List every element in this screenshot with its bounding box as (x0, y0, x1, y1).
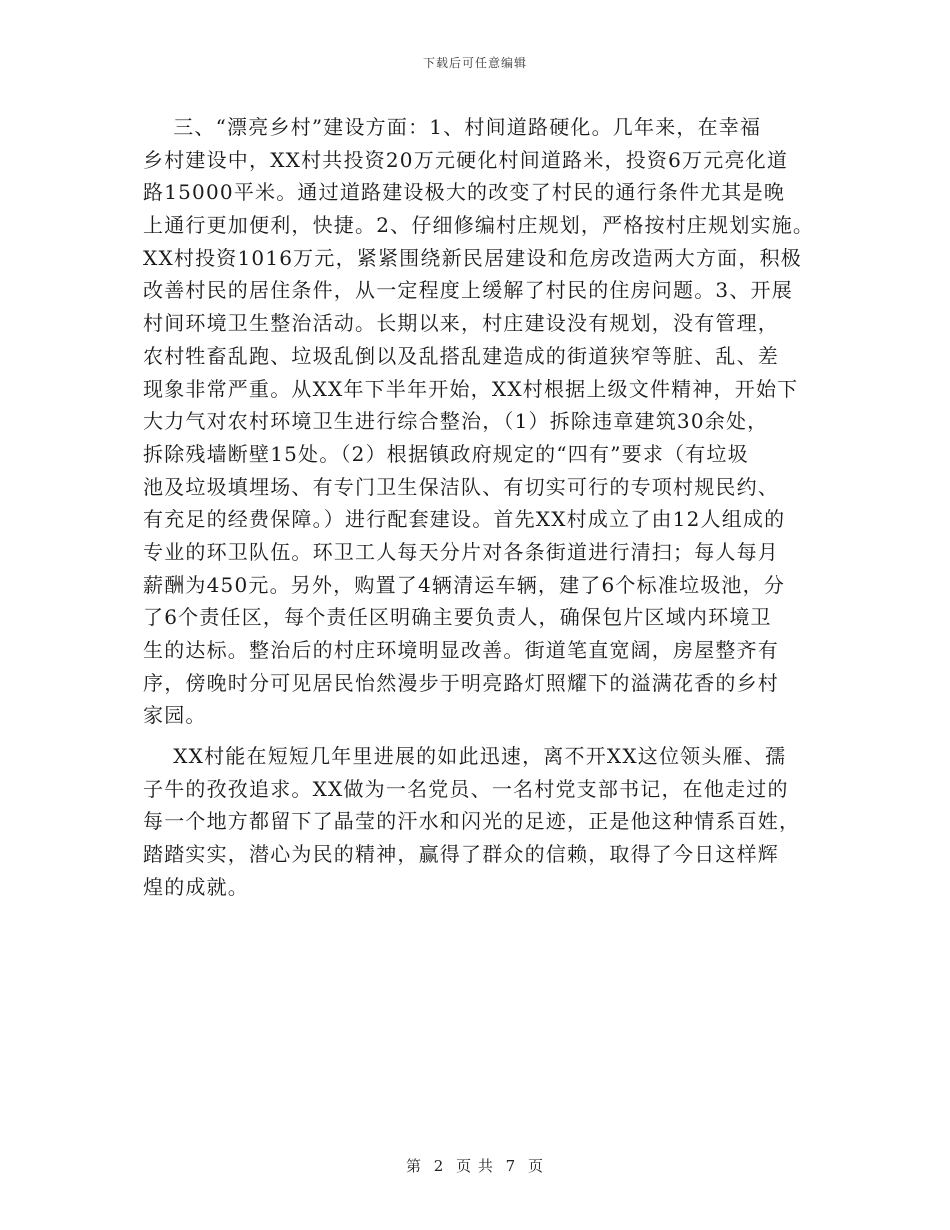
text-line: 路15000平米。通过道路建设极大的改变了村民的通行条件尤其是晚 (143, 180, 786, 205)
document-body (143, 111, 815, 904)
text-line: 薪酬为450元。另外，购置了4辆清运车辆，建了6个标准垃圾池，分 (143, 572, 786, 597)
text-line: 池及垃圾填埋场、有专门卫生保洁队、有切实可行的专项村规民约、 (143, 474, 779, 499)
text-line: 有充足的经费保障。）进行配套建设。首先XX村成立了由12人组成的 (143, 507, 786, 532)
text-line: 家园。 (143, 703, 207, 728)
text-line: 子牛的孜孜追求。XX做为一名党员、一名村党支部书记，在他走过的 (143, 776, 789, 801)
text-line: 拆除残墙断壁15处。（2）根据镇政府规定的“四有”要求（有垃圾 (143, 441, 749, 466)
text-line: 大力气对农村环境卫生进行综合整治，（1）拆除违章建筑30余处， (143, 409, 769, 434)
total-page-count: 7 (505, 1157, 517, 1175)
paragraph-leader-praise (143, 740, 815, 903)
page-label-prefix: 第 (405, 1157, 422, 1175)
text-line: 序，傍晚时分可见居民怡然漫步于明亮路灯照耀下的溢满花香的乡村 (143, 670, 779, 695)
text-line: 了6个责任区，每个责任区明确主要负责人，确保包片区域内环境卫 (143, 605, 772, 630)
download-note: 下载后可任意编辑 (422, 56, 527, 70)
page-number-footer (0, 1155, 950, 1176)
text-line: XX村投资1016万元，紧紧围绕新民居建设和危房改造两大方面，积极 (143, 245, 802, 270)
text-line: XX村能在短短几年里进展的如此迅速，离不开XX这位领头雁、孺 (143, 744, 787, 769)
text-line: 农村牲畜乱跑、垃圾乱倒以及乱搭乱建造成的街道狭窄等脏、乱、差 (143, 343, 779, 368)
current-page-number: 2 (433, 1157, 445, 1175)
text-line: 上通行更加便利，快捷。2、仔细修编村庄规划，严格按村庄规划实施。 (143, 213, 815, 238)
page-label-suffix: 页 (528, 1157, 545, 1175)
page-label-mid: 页 共 (456, 1157, 494, 1175)
text-line: 改善村民的居住条件，从一定程度上缓解了村民的住房问题。3、开展 (143, 278, 793, 303)
text-line: 专业的环卫队伍。环卫工人每天分片对各条街道进行清扫；每人每月 (143, 539, 779, 564)
text-line: 踏踏实实，潜心为民的精神，赢得了群众的信赖，取得了今日这样辉 (143, 842, 779, 867)
text-line: 乡村建设中，XX村共投资20万元硬化村间道路米，投资6万元亮化道 (143, 147, 789, 172)
text-line: 生的达标。整治后的村庄环境明显改善。街道笔直宽阔，房屋整齐有 (143, 638, 779, 662)
paragraph-gap (143, 732, 815, 740)
text-line: 村间环境卫生整治活动。长期以来，村庄建设没有规划，没有管理， (143, 311, 779, 336)
text-line: 煌的成就。 (143, 874, 249, 899)
text-line: 每一个地方都留下了晶莹的汗水和闪光的足迹，正是他这种情系百姓， (143, 809, 801, 834)
paragraph-village-construction (143, 111, 815, 732)
text-line: 三、“漂亮乡村”建设方面：1、村间道路硬化。几年来，在幸福 (143, 115, 762, 139)
text-line: 现象非常严重。从XX年下半年开始，XX村根据上级文件精神，开始下 (143, 376, 799, 401)
